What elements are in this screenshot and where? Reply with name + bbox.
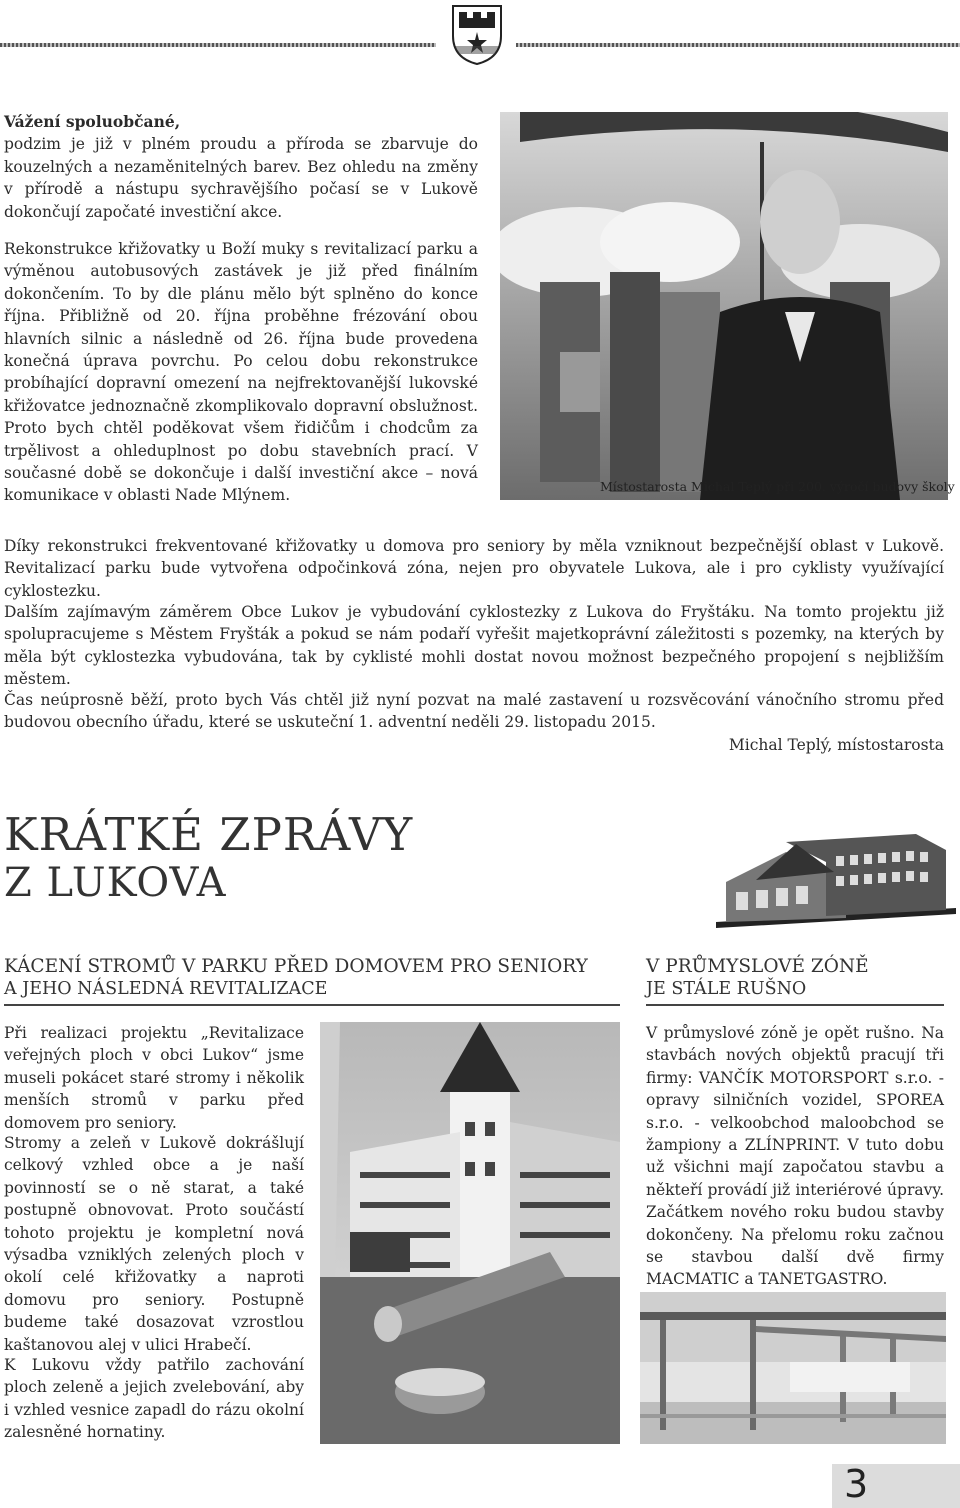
photo-caption: Místostarosta Michal Teplý při 200. výročí budovy školy <box>600 479 955 494</box>
article-industry-subtitle: JE STÁLE RUŠNO <box>646 979 807 999</box>
article-trees-paragraph-1: Při realizaci projektu „Revitalizace veřejných ploch v obci Lukov“ jsme museli pokácet staré stromy i několik menších stromů v parku před domovem pro seniory. <box>4 1024 304 1132</box>
coat-of-arms-icon <box>445 2 509 66</box>
header-rule-left <box>0 43 436 47</box>
section-title-line1: KRÁTKÉ ZPRÁVY <box>4 808 414 861</box>
article-industry-paragraph-1: V průmyslové zóně je opět rušno. Na stavbách nových objektů pracují tři firmy: VANČÍK MOTORSPORT s.r.o. - opravy silničních vozidel, SPOREA s.r.o. - velkoobchod maloobchod se žampiony a ZLÍNPRINT. V tuto dobu už všichni mají započatou stavbu a někteří provádí již interiérové úpravy. Začátkem nového roku budou stavby dokončeny. Na přelomu roku začnou se stavbou další dvě firmy MACMATIC a TANETGASTRO. <box>646 1024 944 1289</box>
letter-signature: Michal Teplý, místostarosta <box>728 736 944 754</box>
letter-paragraph-1: podzim je již v plném proudu a příroda se zbarvuje do kouzelných a nezaměnitelných barev. Bez ohledu na změny v přírodě a nástupu sychravějšího počasí se v Lukově dokončují započaté investiční akce. <box>4 135 478 221</box>
letter-paragraph-2: Rekonstrukce křižovatky u Boží muky s revitalizací parku a výměnou autobusových zastávek je již před finálním dokončením. To by dle plánu mělo být splněno do konce října. Přibližně od 20. října proběhne frézování obou hlavních silnic a následně od 26. října bude provedena konečná úprava povrchu. Po celou dobu rekonstrukce probíhající dopravní omezení na nejfrektovanější lukovské křižovatce jednoznačně zkomplikovalo dopravní obslužnost. Proto bych chtěl poděkovat všem řidičům i chodcům za trpělivost a ohleduplnost po dobu stavebních prací. V současné době se dokončuje i další investiční akce – nová komunikace v oblasti Nade Mlýnem. <box>4 240 478 505</box>
letter-paragraph-3: Díky rekonstrukci frekventované křižovatky u domova pro seniory by měla vzniknout bezpečnější oblast v Lukově. Revitalizací parku bude vytvořena odpočinková zóna, nejen pro obyvatele Lukova, ale i pro cyklisty využívající cyklostezku. <box>4 537 944 600</box>
photo-industrial-zone <box>640 1292 946 1444</box>
letter-intro <box>4 111 478 223</box>
letter-paragraph-5: Čas neúprosně běží, proto bych Vás chtěl již nyní pozvat na malé zastavení u rozsvěcování vánočního stromu před budovou obecního úřadu, které se uskuteční 1. adventní neděli 29. listopadu 2015. <box>4 691 944 732</box>
article-industry-title: V PRŮMYSLOVÉ ZÓNĚ <box>646 956 869 977</box>
page-number: 3 <box>844 1462 869 1506</box>
building-illustration <box>716 822 956 932</box>
photo-senior-home <box>320 1022 620 1444</box>
section-title-line2: Z LUKOVA <box>4 860 227 906</box>
article-trees-title: KÁCENÍ STROMŮ V PARKU PŘED DOMOVEM PRO SENIORY <box>4 956 588 977</box>
article-trees-rule <box>4 1004 620 1006</box>
header-rule-right <box>516 43 960 47</box>
article-industry-rule <box>646 1004 944 1006</box>
letter-greeting: Vážení spoluobčané, <box>4 112 181 131</box>
article-trees-paragraph-3: K Lukovu vždy patřilo zachování ploch zeleně a jejich zvelebování, aby i vzhled vesnice zapadl do rázu okolní zalesněné hornatiny. <box>4 1356 304 1442</box>
photo-deputy-mayor <box>500 112 948 500</box>
article-trees-subtitle: A JEHO NÁSLEDNÁ REVITALIZACE <box>4 979 328 999</box>
letter-paragraph-4: Dalším zajímavým záměrem Obce Lukov je vybudování cyklostezky z Lukova do Fryštáku. Na tomto projektu již spolupracujeme s Městem Fryšták a pokud se nám podaří vyřešit majetkoprávní záležitosti s pozemky, na kterých by měla být cyklostezka vybudována, tak by cyklisté mohli dostat novou možnost bezpečného propojení s nejbližším městem. <box>4 603 944 689</box>
article-trees-paragraph-2: Stromy a zeleň v Lukově dokrášlují celkový vzhled obce a je naší povinností se o ně starat, a také postupně obnovovat. Proto součástí tohoto projektu je kompletní nová výsadba vzniklých zelených ploch v okolí celé křižovatky a naproti domovu pro seniory. Postupně budeme také dosazovat vzrostlou kaštanovou alej v ulici Hrabečí. <box>4 1134 304 1354</box>
